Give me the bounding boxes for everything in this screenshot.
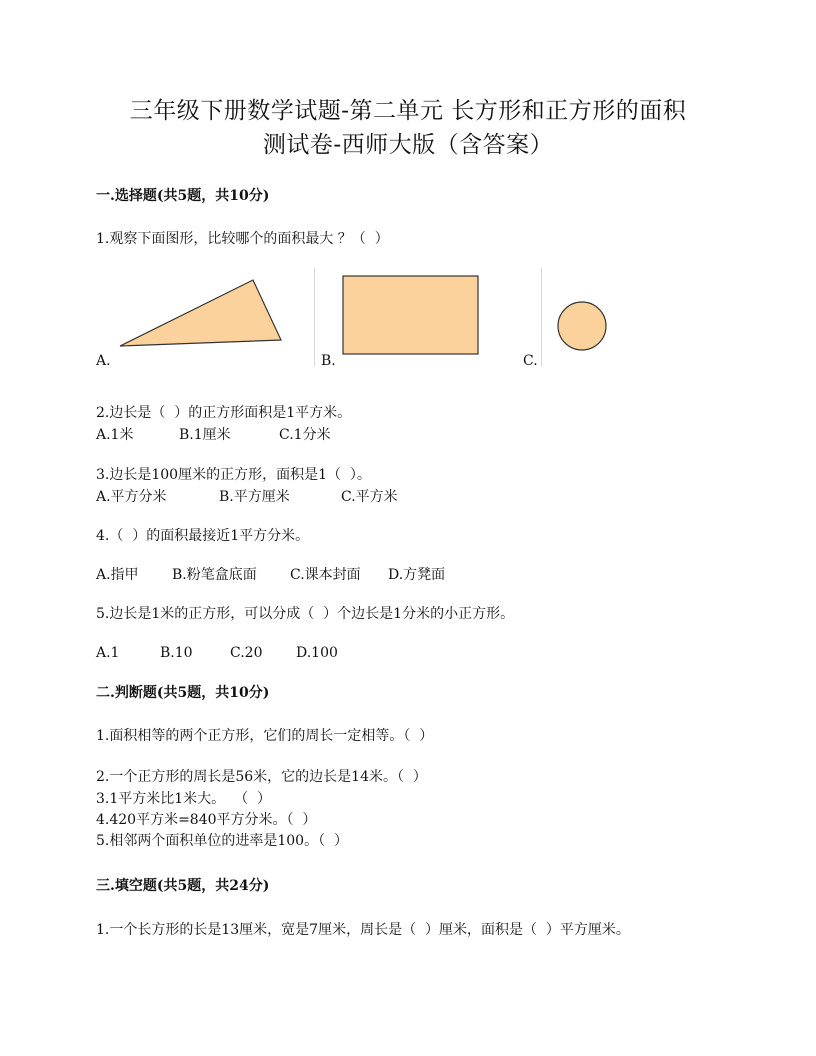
question-4-option-b: B.粉笔盒底面 [172,567,257,583]
question-5-option-d: D.100 [296,645,338,661]
question-3-option-a: A.平方分米 [96,489,167,505]
question-3-option-c: C.平方米 [341,489,398,505]
question-2-text: 2.边长是（ ）的正方形面积是1平方米。 [96,405,352,421]
figure-divider [314,268,315,366]
question-5-text: 5.边长是1米的正方形，可以分成（ ）个边长是1分米的小正方形。 [96,606,515,622]
question-1-option-c: C. [523,353,538,369]
judgement-item-3: 3.1平方米比1米大。 （ ） [96,791,271,807]
triangle-icon [116,278,286,350]
question-2-option-b: B.1厘米 [179,427,231,443]
question-4-text: 4.（ ）的面积最接近1平方分米。 [96,528,310,544]
rectangle-icon [339,274,483,358]
question-3-option-b: B.平方厘米 [219,489,290,505]
question-4-option-d: D.方凳面 [388,567,446,583]
section-heading-choice: 一.选择题(共5题，共10分) [96,188,270,204]
page-title-line-1: 三年级下册数学试题-第二单元 长方形和正方形的面积 [129,98,687,124]
question-5-option-b: B.10 [160,645,193,661]
fill-in-item-1: 1.一个长方形的长是13厘米，宽是7厘米，周长是（ ）厘米，面积是（ ）平方厘米。 [96,922,630,938]
question-1-text: 1.观察下面图形，比较哪个的面积最大 ？（ ） [96,231,389,247]
figure-divider [541,268,542,366]
judgement-item-5: 5.相邻两个面积单位的进率是100。（ ） [96,833,348,849]
section-heading-judgement: 二.判断题(共5题，共10分) [96,685,270,701]
question-3-text: 3.边长是100厘米的正方形，面积是1（ ）。 [96,467,371,483]
question-1-option-a: A. [96,353,111,369]
judgement-item-2: 2.一个正方形的周长是56米，它的边长是14米。（ ） [96,769,427,785]
question-4-option-c: C.课本封面 [290,567,361,583]
page-title-line-2: 测试卷-西师大版（含答案） [262,132,554,158]
question-2-option-c: C.1分米 [279,427,331,443]
section-heading-fill-in: 三.填空题(共5题，共24分) [96,878,270,894]
question-5-option-c: C.20 [230,645,263,661]
circle-icon [555,297,609,355]
judgement-item-1: 1.面积相等的两个正方形，它们的周长一定相等。（ ） [96,728,434,744]
question-5-option-a: A.1 [96,645,120,661]
judgement-item-4: 4.420平方米=840平方分米。（ ） [96,812,317,828]
question-4-option-a: A.指甲 [96,567,139,583]
question-1-option-b: B. [321,353,336,369]
question-2-option-a: A.1米 [96,427,134,443]
